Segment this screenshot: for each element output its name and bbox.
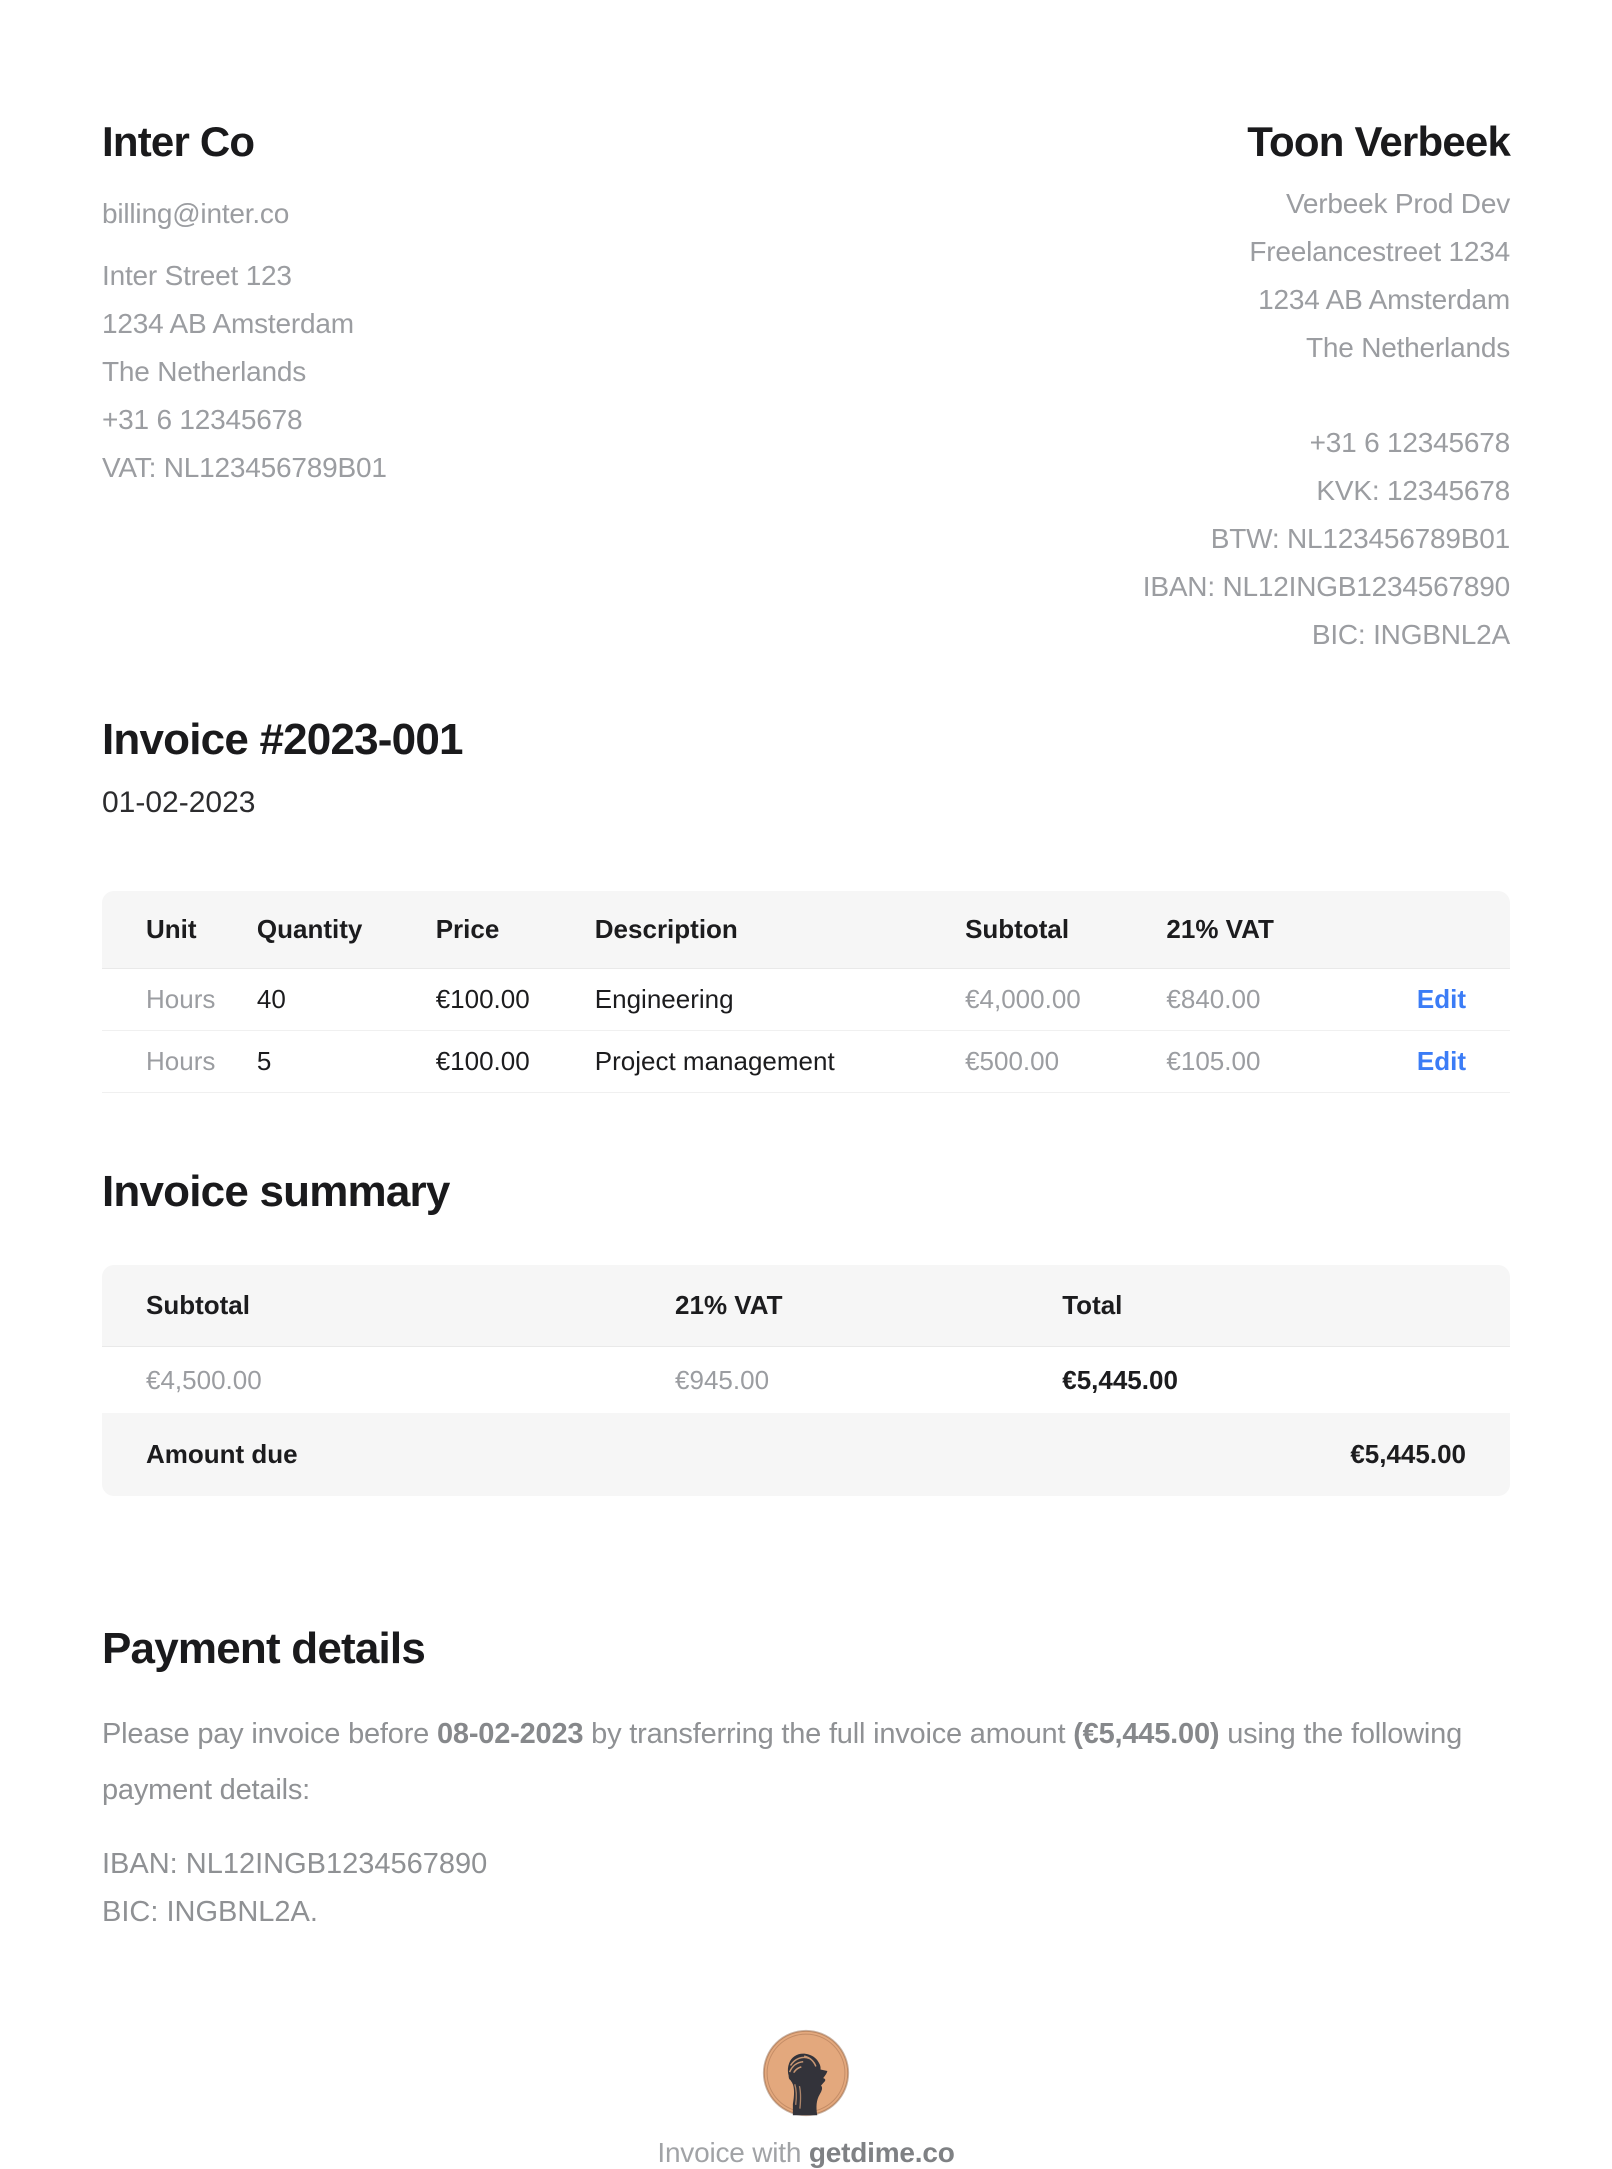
- cell-vat: €840.00: [1166, 984, 1261, 1014]
- cell-quantity: 5: [256, 1046, 272, 1076]
- address-line: Verbeek Prod Dev: [1285, 188, 1510, 219]
- registration-line: BTW: NL123456789B01: [1210, 523, 1510, 554]
- address-line: Inter Street 123: [102, 260, 292, 291]
- invoice-summary-heading: Invoice summary: [102, 1167, 450, 1216]
- bill-to-address: [102, 252, 387, 492]
- amount-due-label: Amount due: [146, 1439, 298, 1469]
- column-header-vat: 21% VAT: [1166, 914, 1274, 944]
- line-items-header-row: [102, 891, 1510, 969]
- footer-credit: [102, 2137, 1510, 2169]
- issuer-registration-details: [1143, 419, 1510, 659]
- edit-line-item-button[interactable]: Edit: [1416, 1046, 1466, 1076]
- bill-to-name: Inter Co: [102, 118, 255, 165]
- parties-header: [102, 116, 1510, 659]
- summary-header-vat: 21% VAT: [675, 1290, 783, 1320]
- cell-price: €100.00: [435, 1046, 530, 1076]
- summary-vat-value: €945.00: [675, 1364, 770, 1395]
- column-header-quantity: Quantity: [256, 914, 363, 944]
- address-line: +31 6 12345678: [102, 404, 303, 435]
- payment-due-date: 08-02-2023: [436, 1718, 584, 1750]
- registration-line: BIC: INGBNL2A: [1311, 619, 1510, 650]
- cell-description: Project management: [594, 1046, 835, 1076]
- cell-vat: €105.00: [1166, 1046, 1261, 1076]
- footer-prefix: Invoice with: [657, 2137, 809, 2168]
- payment-text: using the following payment details:: [102, 1718, 1462, 1806]
- payment-instructions: [102, 1706, 1510, 1818]
- table-row: [102, 1031, 1510, 1093]
- summary-header-row: [102, 1265, 1510, 1347]
- registration-line: +31 6 12345678: [1309, 427, 1510, 458]
- edit-line-item-button[interactable]: Edit: [1416, 984, 1466, 1014]
- invoice-summary-table: [102, 1265, 1510, 1496]
- column-header-description: Description: [594, 914, 738, 944]
- registration-line: IBAN: NL12INGB1234567890: [1142, 571, 1510, 602]
- bill-to-email: billing@inter.co: [102, 198, 290, 229]
- payment-bic-line: BIC: INGBNL2A.: [102, 1896, 318, 1928]
- payment-iban-line: IBAN: NL12INGB1234567890: [102, 1848, 488, 1880]
- invoice-title: Invoice #2023-001: [102, 715, 463, 764]
- summary-total-value: €5,445.00: [1062, 1364, 1178, 1395]
- amount-due-row: [102, 1413, 1510, 1496]
- issuer-name: Toon Verbeek: [1247, 118, 1510, 165]
- address-line: The Netherlands: [102, 356, 307, 387]
- cell-price: €100.00: [435, 984, 530, 1014]
- line-items-table: [102, 891, 1510, 1093]
- bill-to-block: [102, 116, 387, 492]
- payment-bank-details: [102, 1840, 1510, 1936]
- column-header-unit: Unit: [146, 914, 197, 944]
- issuer-address: [1143, 180, 1510, 372]
- footer-brand: getdime.co: [808, 2137, 955, 2168]
- address-line: The Netherlands: [1305, 332, 1510, 363]
- column-header-subtotal: Subtotal: [965, 914, 1070, 944]
- summary-header-subtotal: Subtotal: [146, 1290, 250, 1320]
- cell-subtotal: €500.00: [965, 1046, 1060, 1076]
- cell-unit: Hours: [146, 1046, 216, 1076]
- dime-coin-logo: [761, 2028, 851, 2118]
- address-line: 1234 AB Amsterdam: [1258, 284, 1510, 315]
- column-header-price: Price: [435, 914, 500, 944]
- amount-due-value: €5,445.00: [1350, 1439, 1466, 1469]
- cell-subtotal: €4,000.00: [965, 984, 1081, 1014]
- address-line: Freelancestreet 1234: [1249, 236, 1510, 267]
- address-line: VAT: NL123456789B01: [102, 452, 387, 483]
- invoice-head: [102, 713, 1510, 823]
- table-row: [102, 969, 1510, 1031]
- summary-values-row: [102, 1347, 1510, 1413]
- summary-subtotal-value: €4,500.00: [146, 1364, 262, 1395]
- issuer-block: [1143, 116, 1510, 659]
- summary-header-total: Total: [1062, 1290, 1123, 1320]
- registration-line: KVK: 12345678: [1316, 475, 1510, 506]
- invoice-date: 01-02-2023: [102, 786, 256, 819]
- cell-quantity: 40: [256, 984, 286, 1014]
- payment-text: Please pay invoice before: [102, 1718, 437, 1750]
- payment-amount: (€5,445.00): [1073, 1718, 1220, 1750]
- payment-details-heading: Payment details: [102, 1624, 426, 1673]
- payment-text: by transferring the full invoice amount: [583, 1718, 1074, 1750]
- address-line: 1234 AB Amsterdam: [102, 308, 354, 339]
- cell-description: Engineering: [594, 984, 734, 1014]
- cell-unit: Hours: [146, 984, 216, 1014]
